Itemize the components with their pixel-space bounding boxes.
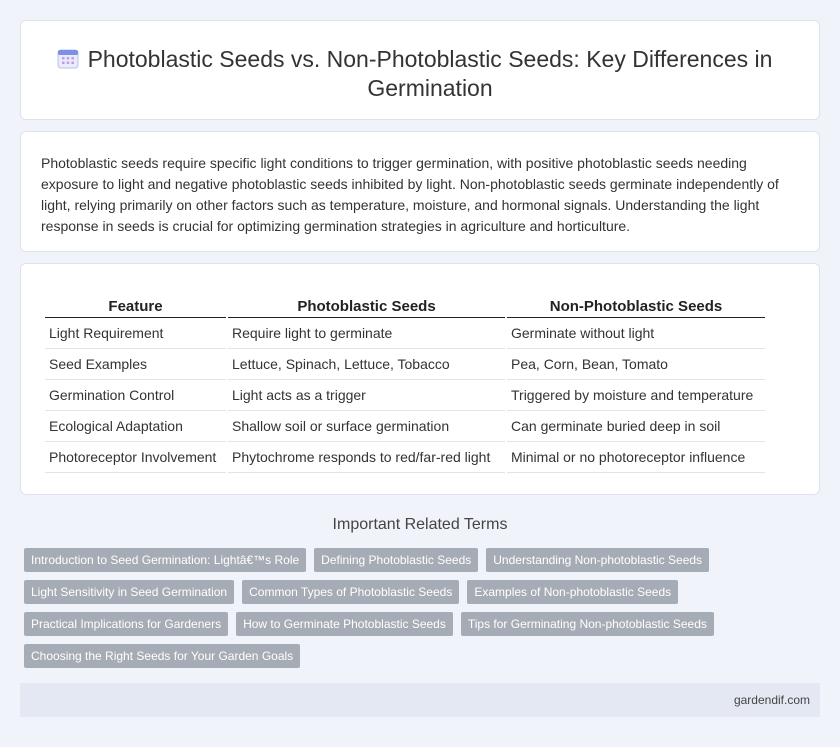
related-term-tag[interactable]: Common Types of Photoblastic Seeds xyxy=(242,580,459,604)
feature-cell: Seed Examples xyxy=(45,349,226,380)
related-terms-title: Important Related Terms xyxy=(332,516,508,533)
feature-cell: Photoreceptor Involvement xyxy=(45,442,226,473)
header-non-photoblastic: Non-Photoblastic Seeds xyxy=(507,295,765,318)
related-term-tag[interactable]: Examples of Non-photoblastic Seeds xyxy=(467,580,678,604)
table-header-row xyxy=(45,295,765,318)
related-term-tag[interactable]: Defining Photoblastic Seeds xyxy=(314,548,478,572)
related-term-tag[interactable]: Introduction to Seed Germination: Lightâ€™s Role xyxy=(24,548,306,572)
feature-cell: Ecological Adaptation xyxy=(45,411,226,442)
table-row xyxy=(45,442,765,473)
intro-paragraph: Photoblastic seeds require specific light conditions to trigger germination, with positive photoblastic seeds needing exposure to light and negative photoblastic seeds inhibited by light. Non-photoblastic seeds germinate independently of light, relying primarily on other factors such as temperature, moisture, and hormonal signals. Understanding the light response in seeds is crucial for optimizing germination strategies in agriculture and horticulture. xyxy=(41,155,779,234)
photoblastic-cell: Light acts as a trigger xyxy=(228,380,505,411)
related-term-tag[interactable]: Tips for Germinating Non-photoblastic Seeds xyxy=(461,612,714,636)
related-term-tag[interactable]: How to Germinate Photoblastic Seeds xyxy=(236,612,453,636)
photoblastic-cell: Lettuce, Spinach, Lettuce, Tobacco xyxy=(228,349,505,380)
footer xyxy=(20,683,820,717)
header-feature: Feature xyxy=(45,295,226,318)
comparison-card xyxy=(20,263,820,495)
comparison-table xyxy=(43,295,767,473)
footer-site-link[interactable]: gardendif.com xyxy=(733,693,810,707)
header-photoblastic: Photoblastic Seeds xyxy=(228,295,505,318)
related-term-tag[interactable]: Choosing the Right Seeds for Your Garden Goals xyxy=(24,644,300,668)
photoblastic-cell: Phytochrome responds to red/far-red light xyxy=(228,442,505,473)
header-card xyxy=(20,20,820,120)
feature-cell: Germination Control xyxy=(45,380,226,411)
non-photoblastic-cell: Minimal or no photoreceptor influence xyxy=(507,442,765,473)
feature-cell: Light Requirement xyxy=(45,318,226,349)
non-photoblastic-cell: Pea, Corn, Bean, Tomato xyxy=(507,349,765,380)
related-terms-list xyxy=(24,548,824,676)
non-photoblastic-cell: Can germinate buried deep in soil xyxy=(507,411,765,442)
related-term-tag[interactable]: Practical Implications for Gardeners xyxy=(24,612,228,636)
non-photoblastic-cell: Germinate without light xyxy=(507,318,765,349)
page-title: Photoblastic Seeds vs. Non-Photoblastic Seeds: Key Differences in Germination xyxy=(87,46,773,101)
photoblastic-cell: Require light to germinate xyxy=(228,318,505,349)
table-row xyxy=(45,349,765,380)
table-row xyxy=(45,318,765,349)
intro-card xyxy=(20,131,820,252)
related-term-tag[interactable]: Understanding Non-photoblastic Seeds xyxy=(486,548,709,572)
related-term-tag[interactable]: Light Sensitivity in Seed Germination xyxy=(24,580,234,604)
table-row xyxy=(45,411,765,442)
photoblastic-cell: Shallow soil or surface germination xyxy=(228,411,505,442)
non-photoblastic-cell: Triggered by moisture and temperature xyxy=(507,380,765,411)
table-row xyxy=(45,380,765,411)
